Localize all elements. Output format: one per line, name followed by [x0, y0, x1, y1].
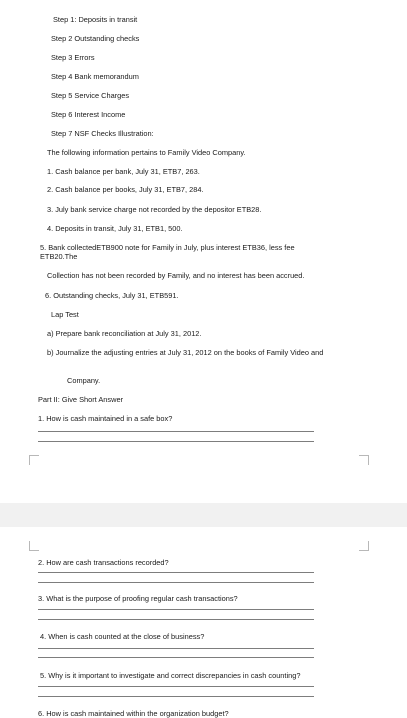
- crop-mark: [359, 455, 369, 465]
- answer-line[interactable]: [38, 582, 314, 583]
- item-5: 5. Bank collectedETB900 note for Family in July, plus interest ETB36, less fee ETB20.The: [40, 243, 295, 261]
- item-3: 3. July bank service charge not recorded by the depositor ETB28.: [47, 205, 262, 214]
- question-4: 4. When is cash counted at the close of business?: [40, 632, 205, 641]
- crop-mark: [29, 541, 39, 551]
- question-6: 6. How is cash maintained within the organization budget?: [38, 709, 229, 718]
- item-2: 2. Cash balance per books, July 31, ETB7, 284.: [47, 185, 204, 194]
- answer-line[interactable]: [38, 657, 314, 658]
- item-5-continued: Collection has not been recorded by Family, and no interest has been accrued.: [47, 271, 305, 280]
- step-2: Step 2 Outstanding checks: [51, 34, 140, 43]
- question-3: 3. What is the purpose of proofing regular cash transactions?: [38, 594, 238, 603]
- item-6: 6. Outstanding checks, July 31, ETB591.: [45, 291, 179, 300]
- intro-text: The following information pertains to Family Video Company.: [47, 148, 246, 157]
- answer-line[interactable]: [38, 648, 314, 649]
- answer-line[interactable]: [38, 696, 314, 697]
- question-2: 2. How are cash transactions recorded?: [38, 558, 169, 567]
- item-1: 1. Cash balance per bank, July 31, ETB7, 263.: [47, 167, 200, 176]
- answer-line[interactable]: [38, 686, 314, 687]
- step-6: Step 6 Interest Income: [51, 110, 126, 119]
- answer-line[interactable]: [38, 619, 314, 620]
- question-5: 5. Why is it important to investigate and correct discrepancies in cash counting?: [40, 671, 301, 680]
- step-1: Step 1: Deposits in transit: [53, 15, 138, 24]
- answer-line[interactable]: [38, 431, 314, 432]
- answer-line[interactable]: [38, 572, 314, 573]
- step-5: Step 5 Service Charges: [51, 91, 130, 100]
- answer-line[interactable]: [38, 609, 314, 610]
- step-7: Step 7 NSF Checks Illustration:: [51, 129, 154, 138]
- item-4: 4. Deposits in transit, July 31, ETB1, 500.: [47, 224, 183, 233]
- company-text: Company.: [67, 376, 101, 385]
- task-b: b) Journalize the adjusting entries at July 31, 2012 on the books of Family Video and: [47, 348, 324, 357]
- page-break: [0, 503, 407, 527]
- crop-mark: [29, 455, 39, 465]
- step-3: Step 3 Errors: [51, 53, 95, 62]
- step-4: Step 4 Bank memorandum: [51, 72, 139, 81]
- question-1: 1. How is cash maintained in a safe box?: [38, 414, 173, 423]
- task-a: a) Prepare bank reconciliation at July 31, 2012.: [47, 329, 202, 338]
- part-2-title: Part II: Give Short Answer: [38, 395, 124, 404]
- answer-line[interactable]: [38, 441, 314, 442]
- crop-mark: [359, 541, 369, 551]
- lap-test-heading: Lap Test: [51, 310, 79, 319]
